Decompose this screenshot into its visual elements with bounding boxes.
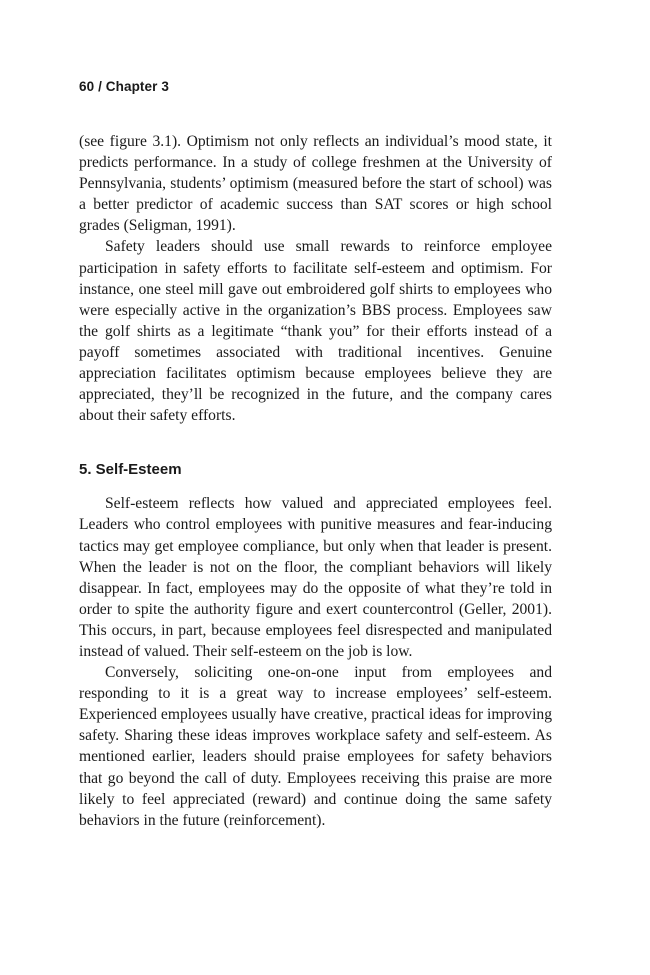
running-head: 60 / Chapter 3 (79, 79, 169, 94)
paragraph: Self-esteem reflects how valued and appreciated employees feel. Leaders who control employees with punitive measures and fear-inducing tactics may get employee compliance, but only when that leader is present. When the leader is not on the floor, the compliant behaviors will likely disappear. In fact, employees may do the opposite of what they’re told in order to spite the authority figure and exert countercontrol (Geller, 2001). This occurs, in part, because employees feel disrespected and manipulated instead of valued. Their self-esteem on the job is low. (79, 495, 552, 660)
paragraph: (see figure 3.1). Optimism not only reflects an individual’s mood state, it predicts performance. In a study of college freshmen at the University of Pennsylvania, students’ optimism (measured before the start of school) was a better predictor of academic success than SAT scores or high school grades (Seligman, 1991). (79, 133, 552, 235)
paragraph: Conversely, soliciting one-on-one input from employees and responding to it is a great way to increase employees’ self-esteem. Experienced employees usually have creative, practical ideas for improving safety. Sharing these ideas improves workplace safety and self-esteem. As mentioned earlier, leaders should praise employees for safety behaviors that go beyond the call of duty. Employees receiving this praise are more likely to feel appreciated (reward) and continue doing the same safety behaviors in the future (reinforcement). (79, 664, 552, 829)
body-text (79, 131, 552, 831)
section-heading: 5. Self-Esteem (79, 461, 182, 479)
paragraph: Safety leaders should use small rewards to reinforce employee participation in safety efforts to facilitate self-esteem and optimism. For instance, one steel mill gave out embroidered golf shirts to employees who were especially active in the organization’s BBS process. Employees saw the golf shirts as a legitimate “thank you” for their efforts instead of a payoff sometimes associated with traditional incentives. Genuine appreciation facilitates optimism because employees believe they are appreciated, they’ll be recognized in the future, and the company cares about their safety efforts. (79, 238, 552, 425)
